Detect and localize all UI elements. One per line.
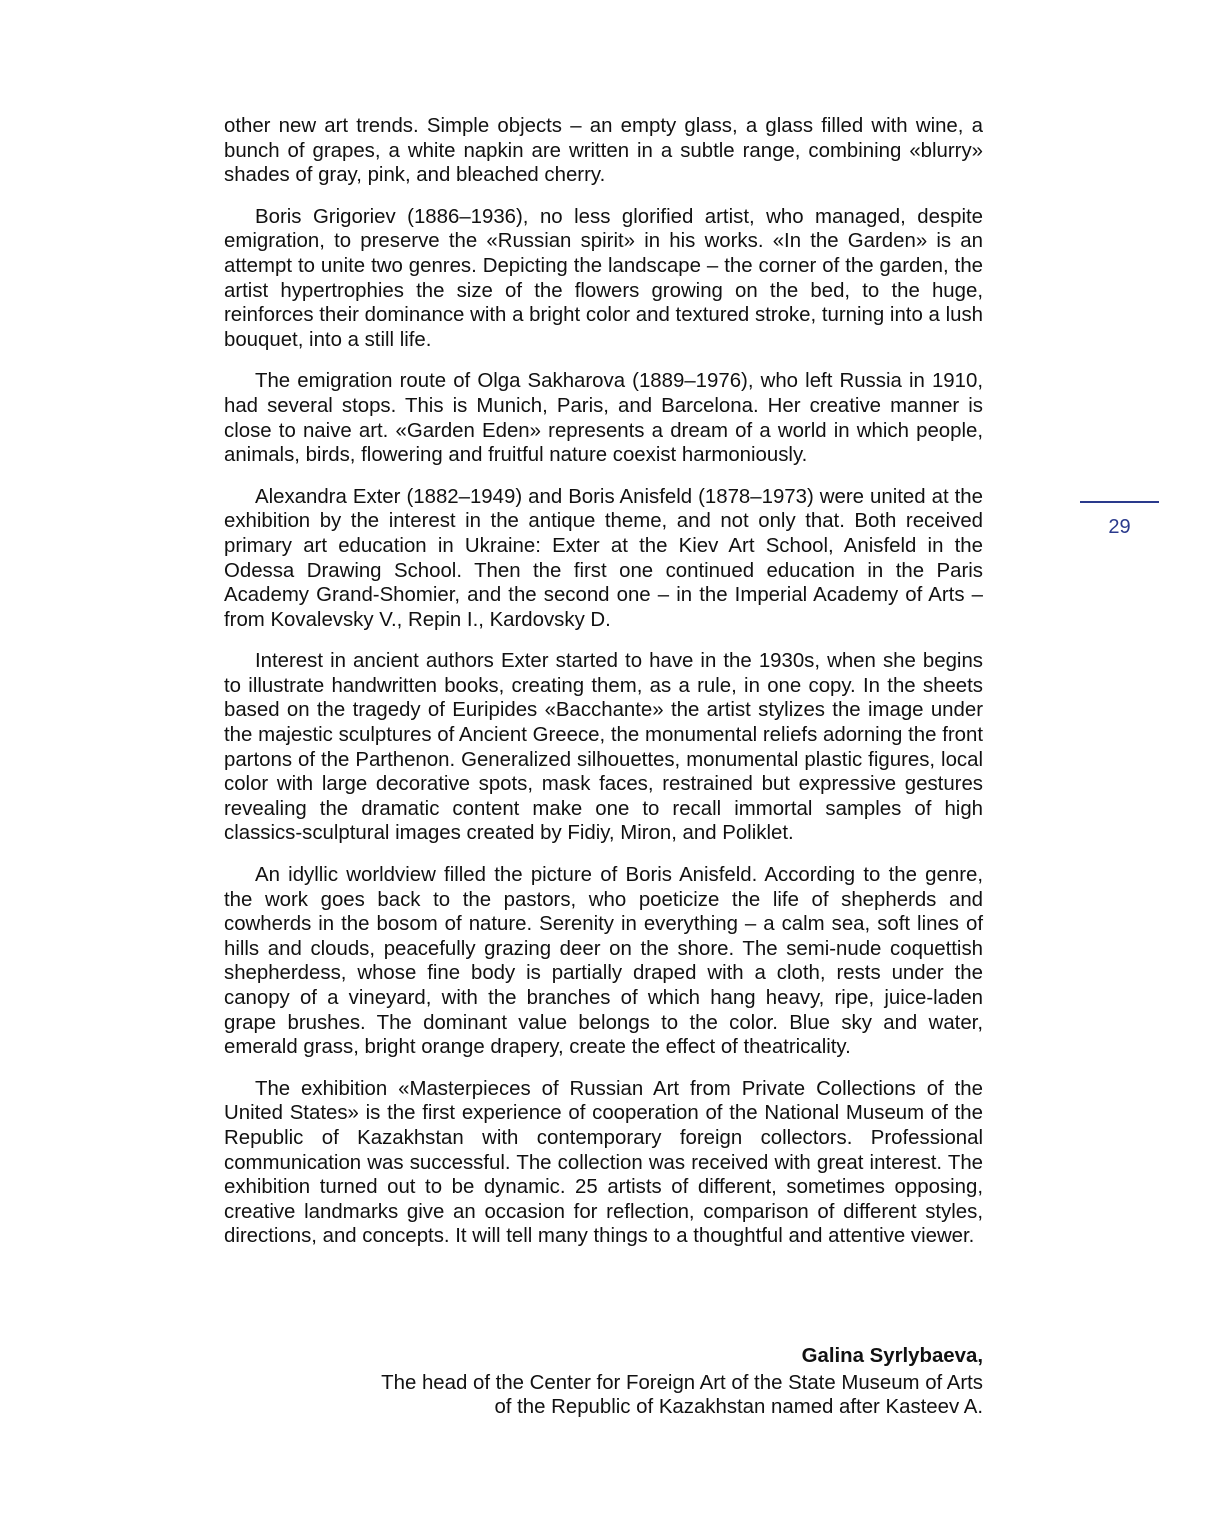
paragraph-6: An idyllic worldview filled the picture of Boris Anisfeld. According to the genre, the work goes back to the pastors, who poeticize the life of shepherds and cowherds in the bosom of nature. Serenity in everything – a calm sea, soft lines of hills and clouds, peacefully grazing deer on the shore. The semi-nude coquettish shepherdess, whose fine body is partially draped with a cloth, rests under the canopy of a vineyard, with the branches of which hang heavy, ripe, juice-laden grape brushes. The dominant value belongs to the color. Blue sky and water, emerald grass, bright orange drapery, create the effect of theatricality. [224, 864, 983, 1059]
author-name: Galina Syrlybaeva, [801, 1345, 983, 1367]
paragraph-3: The emigration route of Olga Sakharova (1889–1976), who left Russia in 1910, had several stops. This is Munich, Paris, and Barcelona. Her creative manner is close to naive art. «Garden Eden» represents a dream of a world in which people, animals, birds, flowering and fruitful nature coexist harmoniously. [224, 370, 983, 467]
paragraph-2: Boris Grigoriev (1886–1936), no less glorified artist, who managed, despite emigration, to preserve the «Russian spirit» in his works. «In the Garden» is an attempt to unite two genres. Depicting the landscape – the corner of the garden, the artist hypertrophies the size of the flowers growing on the bed, to the huge, reinforces their dominance with a bright color and textured stroke, turning into a lush bouquet, into a still life. [224, 205, 983, 351]
article-body [224, 114, 983, 1266]
paragraph-7: The exhibition «Masterpieces of Russian Art from Private Collections of the United States» is the first experience of cooperation of the National Museum of the Republic of Kazakhstan with contemporary foreign collectors. Professional communication was successful. The collection was received with great interest. The exhibition turned out to be dynamic. 25 artists of different, sometimes opposing, creative landmarks give an occasion for reflection, comparison of different styles, directions, and concepts. It will tell many things to a thoughtful and attentive viewer. [224, 1077, 983, 1248]
author-signature [224, 1344, 983, 1420]
page-number-rule [1080, 501, 1159, 503]
paragraph-5: Interest in ancient authors Exter started to have in the 1930s, when she begins to illustrate handwritten books, creating them, as a rule, in one copy. In the sheets based on the tragedy of Euripides «Bacchante» the artist stylizes the image under the majestic sculptures of Ancient Greece, the monumental reliefs adorning the front partons of the Parthenon. Generalized silhouettes, monumental plastic figures, local color with large decorative spots, mask faces, restrained but expressive gestures revealing the dramatic content make one to recall immortal samples of high classics-sculptural images created by Fidiy, Miron, and Poliklet. [224, 650, 983, 845]
page-number: 29 [1108, 516, 1131, 538]
paragraph-4: Alexandra Exter (1882–1949) and Boris Anisfeld (1878–1973) were united at the exhibition by the interest in the antique theme, and not only that. Both received primary art education in Ukraine: Exter at the Kiev Art School, Anisfeld in the Odessa Drawing School. Then the first one continued education in the Paris Academy Grand-Shomier, and the second one – in the Imperial Academy of Arts – from Kovalevsky V., Repin I., Kardovsky D. [224, 485, 983, 631]
paragraph-1: other new art trends. Simple objects – an empty glass, a glass filled with wine, a bunch of grapes, a white napkin are written in a subtle range, combining «blurry» shades of gray, pink, and bleached cherry. [224, 115, 983, 187]
author-role-line-1: The head of the Center for Foreign Art of the State Museum of Arts [381, 1371, 983, 1394]
author-role-line-2: of the Republic of Kazakhstan named after Kasteev A. [494, 1396, 983, 1419]
